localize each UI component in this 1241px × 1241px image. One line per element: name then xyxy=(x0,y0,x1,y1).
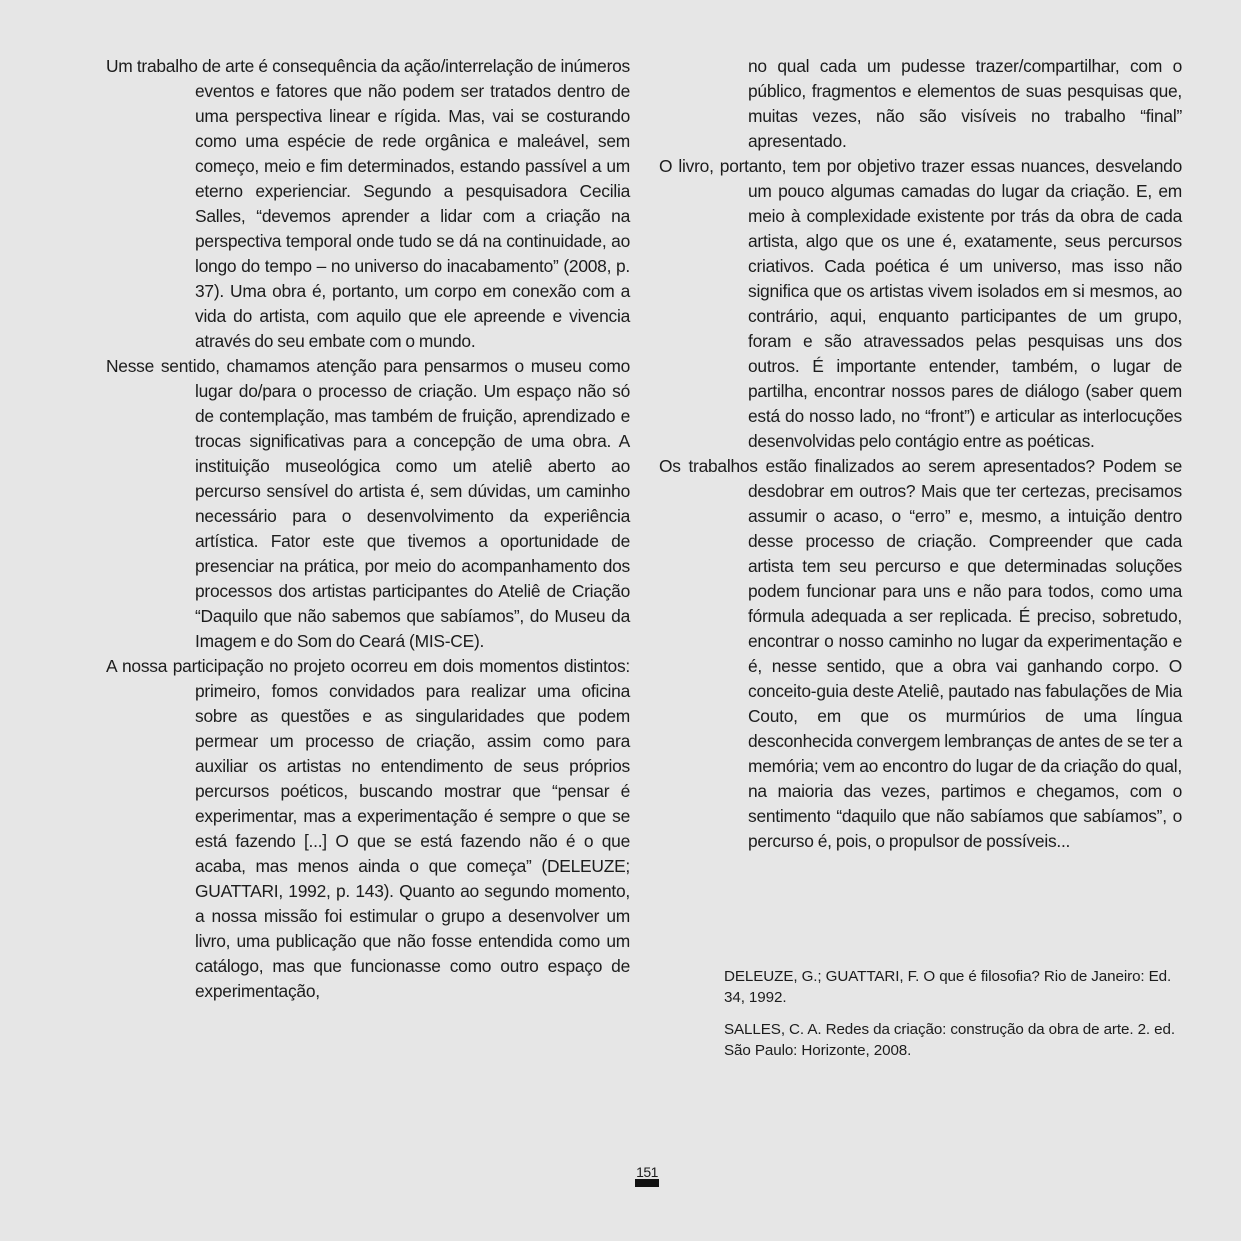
paragraph-participation: A nossa participação no projeto ocorreu em dois momentos distintos: primeiro, fomos convidados para realizar uma oficina sobre as questões e as singularidades que podem permear um processo de criação, assim como para auxiliar os artistas no entendimento de seus próprios percursos poéticos, buscando mostrar que “pensar é experimentar, mas a experimentação é sempre o que se está fazendo [...] O que se está fazendo não é o que acaba, mas menos ainda o que começa” (DELEUZE; GUATTARI, 1992, p. 143). Quanto ao segundo momento, a nossa missão foi estimular o grupo a desenvolver um livro, uma publicação que não fosse entendida como um catálogo, mas que funcionasse como outro espaço de experimentação, xyxy=(106,656,630,1001)
paragraph-finished-works: Os trabalhos estão finalizados ao serem apresentados? Podem se desdobrar em outros? Mais que ter certezas, precisamos assumir o acaso, o “erro” e, mesmo, a intuição dentro desse processo de criação. Compreender que cada artista tem seu percurso e que determinadas soluções podem funcionar para uns e não para todos, como uma fórmula adequada a ser replicada. É preciso, sobretudo, encontrar o nosso caminho no lugar da experimentação e é, nesse sentido, que a obra vai ganhando corpo. O conceito-guia deste Ateliê, pautado nas fabulações de Mia Couto, em que os murmúrios de uma língua desconhecida convergem lembranças de antes de se ter a memória; vem ao encontro do lugar de da criação do qual, na maioria das vezes, partimos e chegamos, com o sentimento “daquilo que não sabíamos que sabíamos”, o percurso é, pois, o propulsor de possíveis... xyxy=(659,456,1182,851)
reference-deleuze: DELEUZE, G.; GUATTARI, F. O que é filosofia? Rio de Janeiro: Ed. 34, 1992. xyxy=(724,968,1172,1006)
page-number-bar xyxy=(635,1179,659,1187)
right-text-column xyxy=(659,54,1182,854)
paragraph-book-purpose: O livro, portanto, tem por objetivo trazer essas nuances, desvelando um pouco algumas camadas do lugar da criação. E, em meio à complexidade existente por trás da obra de cada artista, algo que os une é, exatamente, seus percursos criativos. Cada poética é um universo, mas isso não significa que os artistas vivem isolados em si mesmos, ao contrário, aqui, enquanto participantes de um grupo, foram e são atravessados pelas pesquisas uns dos outros. É importante entender, também, o lugar de partilha, encontrar nossos pares de diálogo (saber quem está do nosso lado, no “front”) e articular as interlocuções desenvolvidas pelo contágio entre as poéticas. xyxy=(659,156,1182,451)
references xyxy=(724,966,1182,1072)
left-text-column xyxy=(106,54,630,1004)
paragraph-work-of-art: Um trabalho de arte é consequência da ação/interrelação de inúmeros eventos e fatores que não podem ser tratados dentro de uma perspectiva linear e rígida. Mas, vai se costurando como uma espécie de rede orgânica e maleável, sem começo, meio e fim determinados, estando passível a um eterno experienciar. Segundo a pesquisadora Cecilia Salles, “devemos aprender a lidar com a criação na perspectiva temporal onde tudo se dá na continuidade, ao longo do tempo – no universo do inacabamento” (2008, p. 37). Uma obra é, portanto, um corpo em conexão com a vida do artista, com aquilo que ele apreende e vivencia através do seu embate com o mundo. xyxy=(106,56,630,351)
reference-salles: SALLES, C. A. Redes da criação: construção da obra de arte. 2. ed. São Paulo: Horizonte, 2008. xyxy=(724,1021,1175,1059)
paragraph-continuation: no qual cada um pudesse trazer/compartilhar, com o público, fragmentos e elementos de suas pesquisas que, muitas vezes, não são visíveis no trabalho “final” apresentado. xyxy=(748,56,1182,151)
page-footer xyxy=(635,1164,659,1187)
paragraph-museum: Nesse sentido, chamamos atenção para pensarmos o museu como lugar do/para o processo de criação. Um espaço não só de contemplação, mas também de fruição, aprendizado e trocas significativas para a concepção de uma obra. A instituição museológica como um ateliê aberto ao percurso sensível do artista é, sem dúvidas, um caminho necessário para o desenvolvimento da experiência artística. Fator este que tivemos a oportunidade de presenciar na prática, por meio do acompanhamento dos processos dos artistas participantes do Ateliê de Criação “Daquilo que não sabemos que sabíamos”, do Museu da Imagem e do Som do Ceará (MIS-CE). xyxy=(106,356,630,651)
page-number: 151 xyxy=(636,1164,658,1180)
